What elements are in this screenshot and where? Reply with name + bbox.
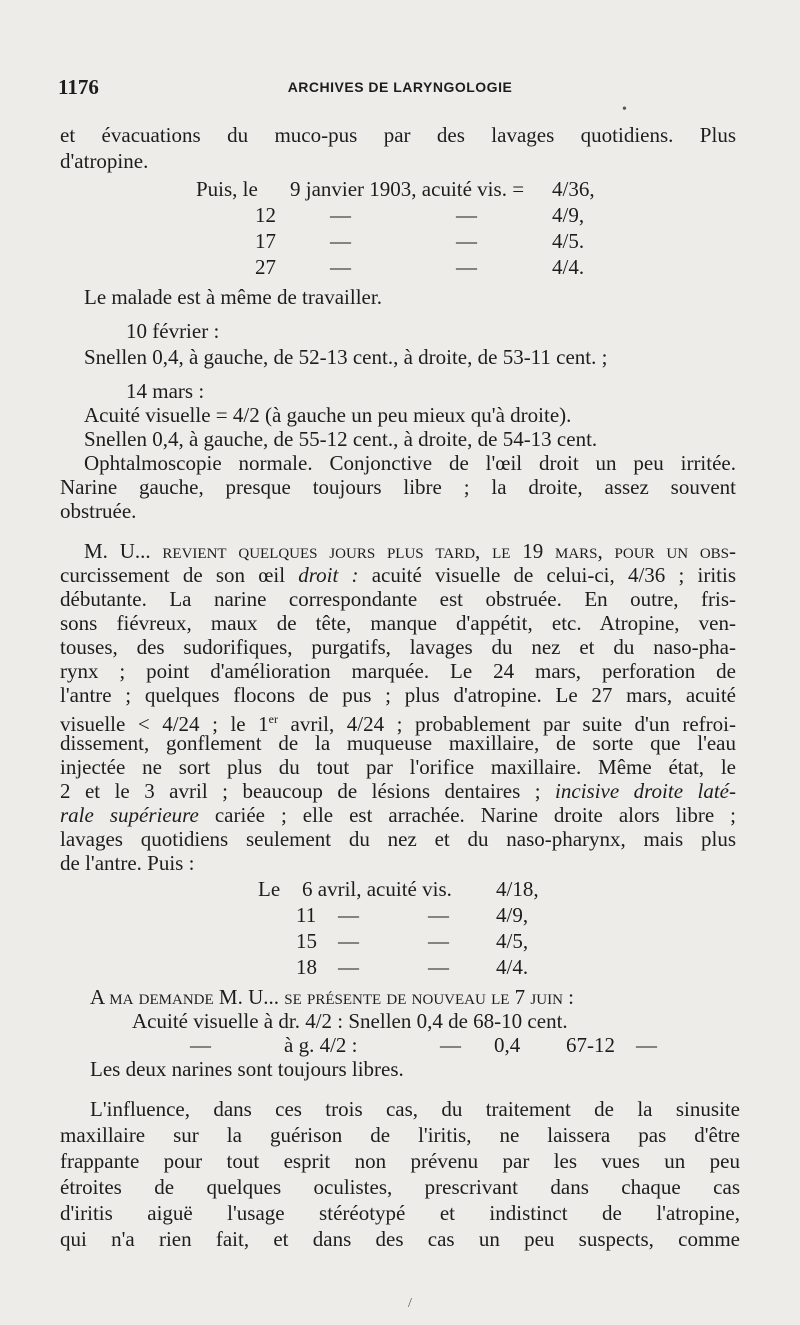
text-line: injectée ne sort plus du tout par l'orifice maxillaire. Même état, le bbox=[60, 755, 736, 779]
page-number: 1176 bbox=[58, 75, 99, 99]
text-line: Acuité visuelle à dr. 4/2 : Snellen 0,4 de 68-10 cent. bbox=[132, 1009, 568, 1033]
date-heading: 10 février : bbox=[126, 319, 220, 343]
table-cell: — bbox=[338, 903, 359, 927]
text-line: de l'antre. Puis : bbox=[60, 851, 195, 875]
table-cell: 0,4 bbox=[494, 1033, 521, 1057]
text-run: 2 et le 3 avril ; beaucoup de lésions dentaires ; bbox=[60, 779, 541, 803]
table-cell: 4/5, bbox=[496, 929, 529, 953]
text-run: cariée ; elle est arrachée. Narine droite alors libre ; bbox=[214, 803, 736, 827]
text-line bbox=[90, 984, 574, 1010]
text-run: curcissement de son œil bbox=[60, 563, 286, 587]
text-line: Ophtalmoscopie normale. Conjonctive de l'œil droit un peu irritée. bbox=[84, 451, 736, 475]
text-line: et évacuations du muco-pus par des lavages quotidiens. Plus bbox=[60, 123, 736, 147]
table-cell: 18 bbox=[296, 955, 317, 979]
print-speck: • bbox=[622, 102, 627, 117]
table-cell: — bbox=[456, 255, 477, 279]
table-cell: — bbox=[636, 1033, 657, 1057]
table-cell: 9 janvier 1903, acuité vis. = bbox=[290, 177, 525, 201]
text-line bbox=[60, 562, 736, 588]
text-line bbox=[60, 778, 736, 804]
text-line: Snellen 0,4, à gauche, de 52-13 cent., à droite, de 53-11 cent. ; bbox=[84, 345, 608, 369]
text-line: rynx ; point d'amélioration marquée. Le 24 mars, perforation de bbox=[60, 659, 736, 683]
text-line: sons fiévreux, maux de tête, manque d'appétit, etc. Atropine, ven- bbox=[60, 611, 736, 635]
table-cell: — bbox=[428, 929, 449, 953]
italic-run: rale supérieure bbox=[60, 803, 199, 827]
text-run: A ma demande M. U... se présente de nouveau le 7 juin : bbox=[90, 985, 574, 1009]
table-cell: — bbox=[330, 203, 351, 227]
table-cell: — bbox=[440, 1033, 461, 1057]
table-cell: 6 avril, acuité vis. bbox=[302, 877, 452, 901]
table-cell: 4/5. bbox=[552, 229, 585, 253]
table-cell: 11 bbox=[296, 903, 317, 927]
table-cell: 4/36, bbox=[552, 177, 595, 201]
text-line: dissement, gonflement de la muqueuse maxillaire, de sorte que l'eau bbox=[60, 731, 736, 755]
text-line bbox=[60, 802, 736, 828]
table-cell: — bbox=[330, 255, 351, 279]
table-cell: — bbox=[338, 955, 359, 979]
italic-run: incisive droite laté- bbox=[555, 779, 736, 803]
table-cell: — bbox=[456, 203, 477, 227]
text-line: étroites de quelques oculistes, prescrivant dans chaque cas bbox=[60, 1175, 740, 1199]
table-cell: à g. 4/2 : bbox=[284, 1033, 358, 1057]
text-line: Acuité visuelle = 4/2 (à gauche un peu mieux qu'à droite). bbox=[84, 403, 572, 427]
text-run: acuité visuelle de celui-ci, 4/36 ; iritis bbox=[371, 563, 737, 587]
date-heading: 14 mars : bbox=[126, 379, 205, 403]
table-cell: 15 bbox=[296, 929, 317, 953]
text-line bbox=[84, 538, 736, 564]
text-line: qui n'a rien fait, et dans des cas un peu suspects, comme bbox=[60, 1227, 740, 1251]
table-cell: 4/18, bbox=[496, 877, 539, 901]
text-line: d'iritis aiguë l'usage stéréotypé et indistinct de l'atropine, bbox=[60, 1201, 740, 1225]
print-speck: / bbox=[408, 1296, 412, 1311]
text-line: lavages quotidiens seulement du nez et du naso-pharynx, mais plus bbox=[60, 827, 736, 851]
running-header bbox=[0, 75, 800, 103]
text-run: avril, 4/24 ; probablement par suite d'un refroi- bbox=[277, 712, 736, 736]
text-line: touses, des sudorifiques, purgatifs, lavages du nez et du naso-pha- bbox=[60, 635, 736, 659]
table-cell: — bbox=[456, 229, 477, 253]
text-line: obstruée. bbox=[60, 499, 137, 523]
table-cell: 4/4. bbox=[496, 955, 529, 979]
table-cell: — bbox=[190, 1033, 211, 1057]
text-line: Les deux narines sont toujours libres. bbox=[90, 1057, 404, 1081]
table-cell: — bbox=[330, 229, 351, 253]
text-run: M. U... revient quelques jours plus tard, le 19 mars, pour un obs- bbox=[84, 539, 736, 563]
table-cell: — bbox=[428, 903, 449, 927]
text-line: débutante. La narine correspondante est obstruée. En outre, fris- bbox=[60, 587, 736, 611]
table-cell: Le bbox=[258, 877, 281, 901]
table-cell: — bbox=[338, 929, 359, 953]
table-cell: 4/9, bbox=[496, 903, 529, 927]
text-line: l'antre ; quelques flocons de pus ; plus d'atropine. Le 27 mars, acuité bbox=[60, 683, 736, 707]
text-line: Narine gauche, presque toujours libre ; la droite, assez souvent bbox=[60, 475, 736, 499]
italic-run: droit : bbox=[298, 563, 359, 587]
table-cell: 4/9, bbox=[552, 203, 585, 227]
table-cell: Puis, le bbox=[196, 177, 258, 201]
superscript: er bbox=[268, 712, 278, 726]
journal-title: ARCHIVES DE LARYNGOLOGIE bbox=[287, 79, 513, 95]
table-cell: 27 bbox=[255, 255, 276, 279]
text-line: maxillaire sur la guérison de l'iritis, ne laissera pas d'être bbox=[60, 1123, 740, 1147]
text-line: frappante pour tout esprit non prévenu par les vues un peu bbox=[60, 1149, 740, 1173]
text-line: d'atropine. bbox=[60, 149, 149, 173]
text-line: Snellen 0,4, à gauche, de 55-12 cent., à droite, de 54-13 cent. bbox=[84, 427, 598, 451]
table-cell: 4/4. bbox=[552, 255, 585, 279]
table-cell: 17 bbox=[255, 229, 276, 253]
text-line: Le malade est à même de travailler. bbox=[84, 285, 382, 309]
table-cell: — bbox=[428, 955, 449, 979]
text-line: L'influence, dans ces trois cas, du traitement de la sinusite bbox=[90, 1097, 740, 1121]
text-run: visuelle < 4/24 ; le 1 bbox=[60, 712, 269, 736]
table-cell: 12 bbox=[255, 203, 276, 227]
table-cell: 67-12 bbox=[566, 1033, 615, 1057]
